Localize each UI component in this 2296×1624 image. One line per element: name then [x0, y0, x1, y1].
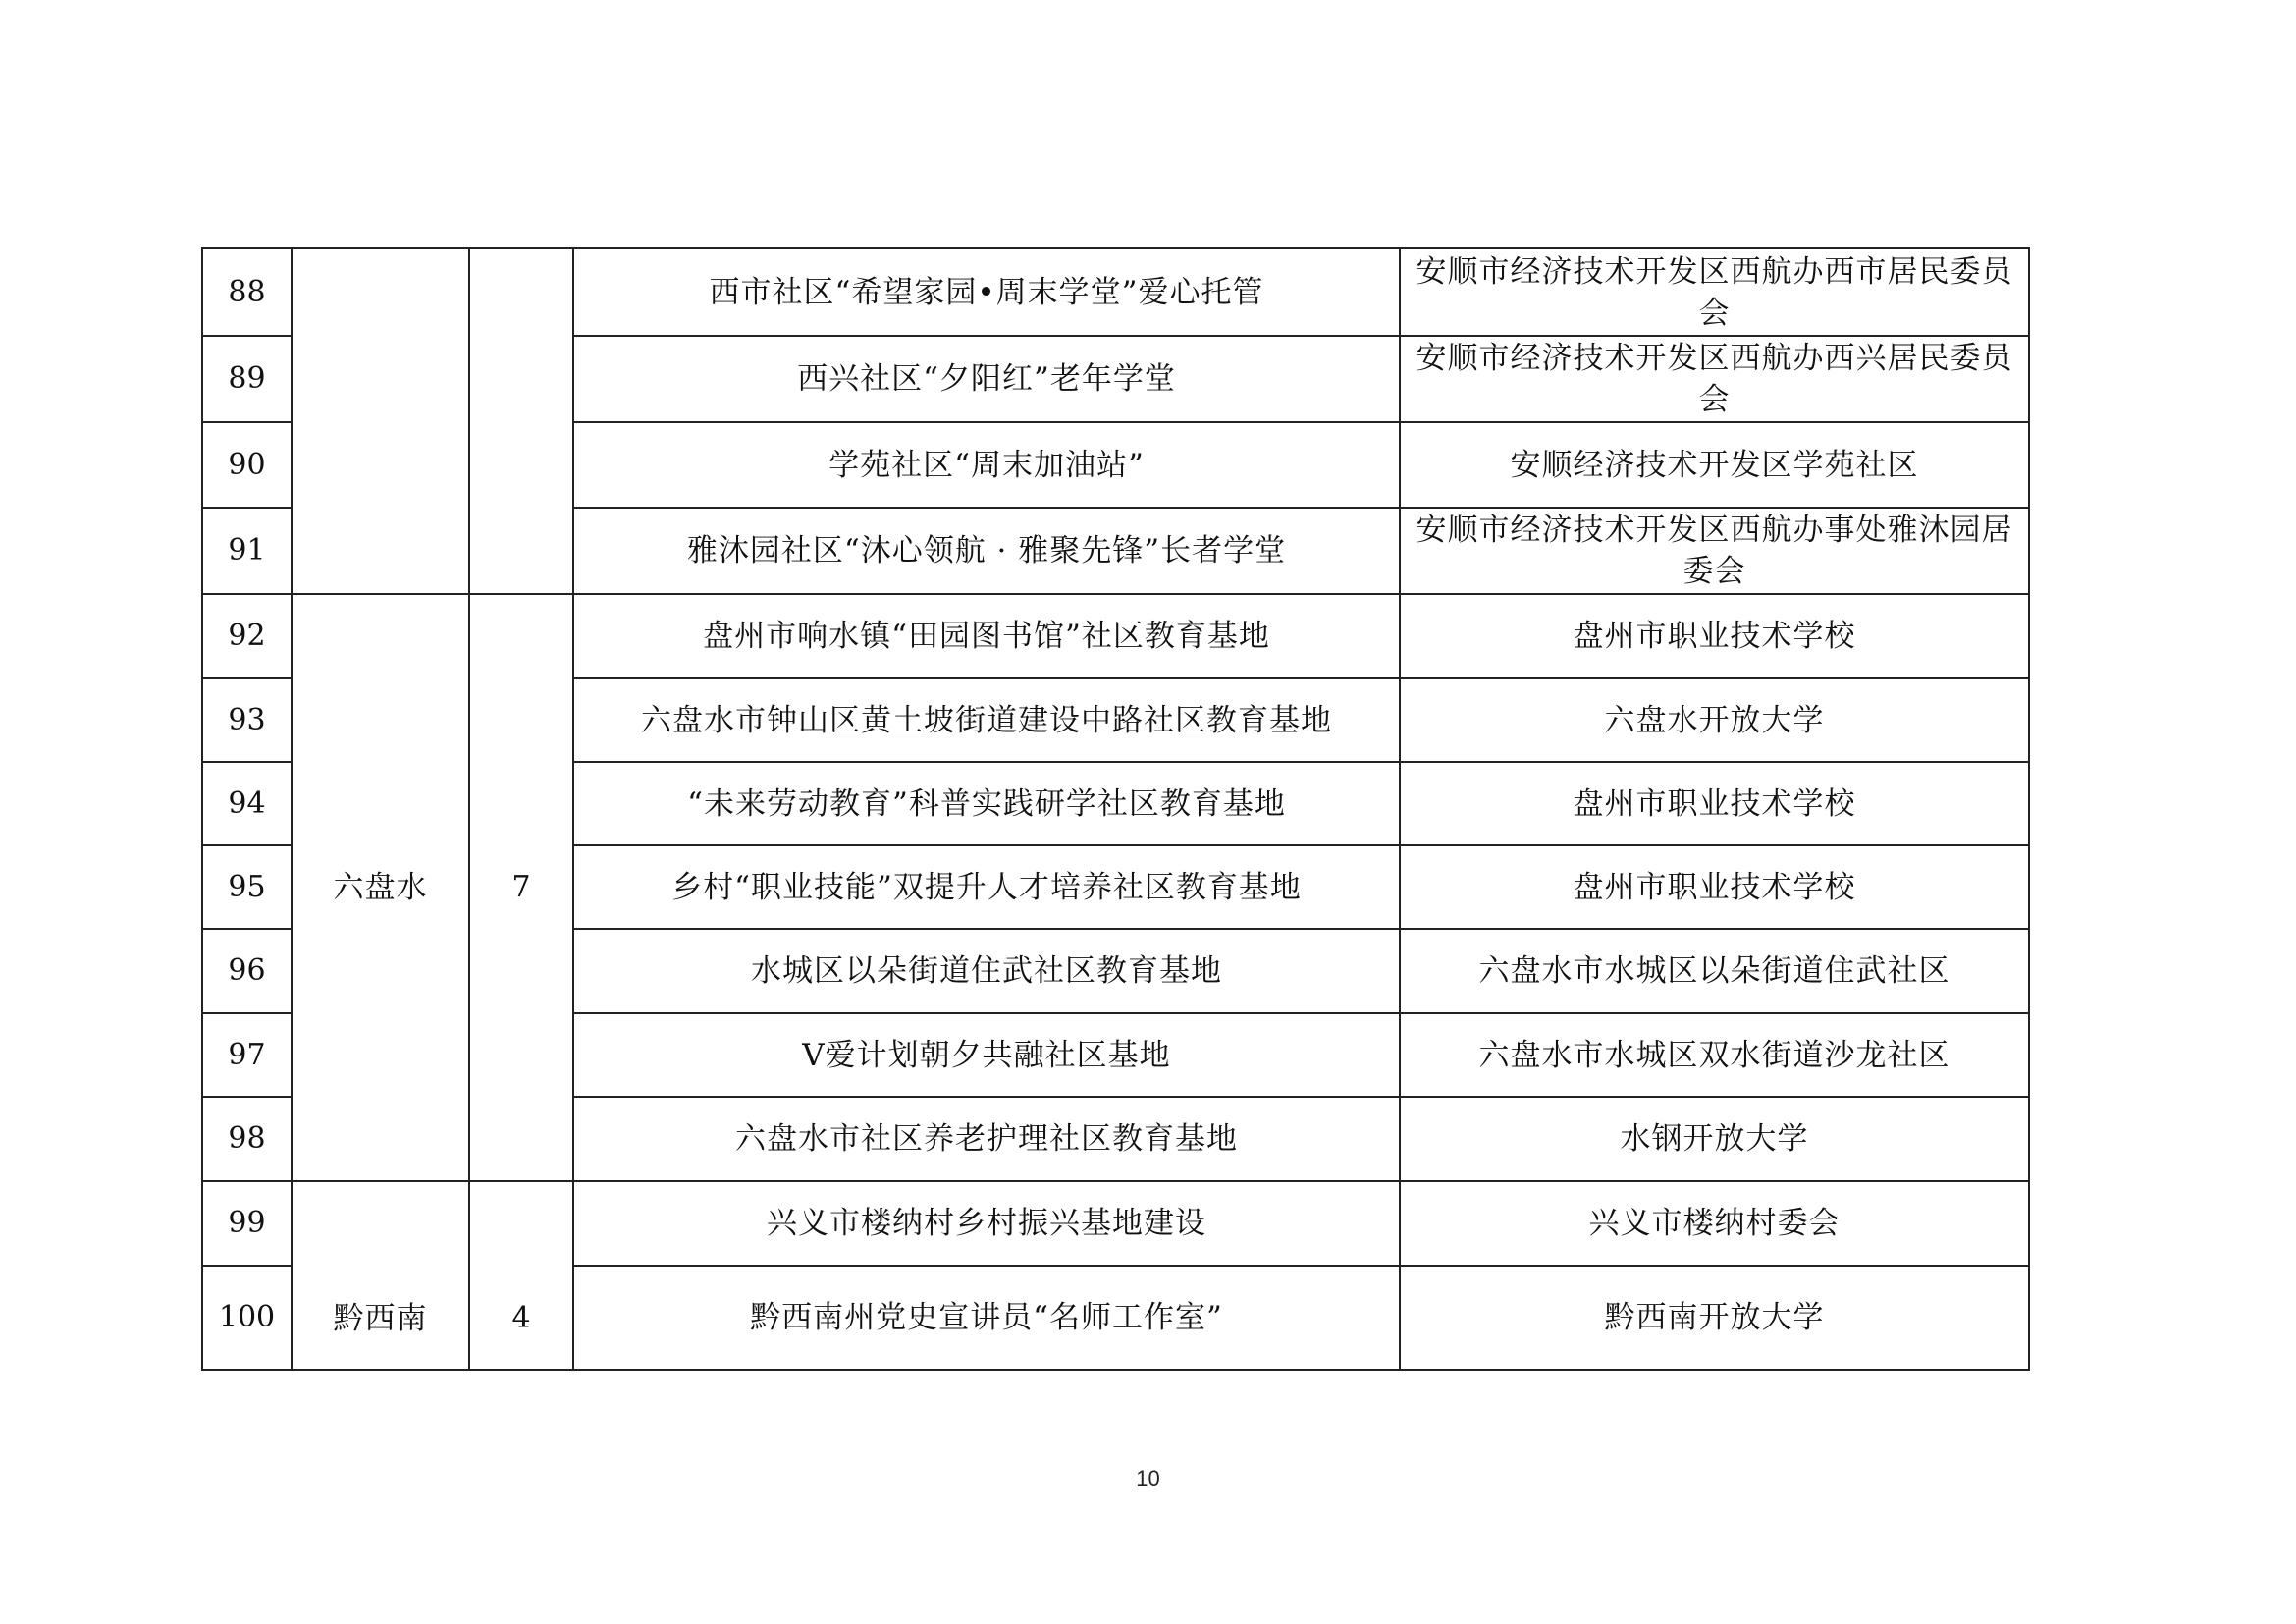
row-number: 100 [202, 1266, 292, 1370]
project-name: 六盘水市社区养老护理社区教育基地 [573, 1097, 1400, 1181]
row-number: 90 [202, 422, 292, 508]
table-row [202, 248, 2029, 336]
project-name: 西市社区“希望家园•周末学堂”爱心托管 [573, 248, 1400, 336]
project-name: 兴义市楼纳村乡村振兴基地建设 [573, 1181, 1400, 1266]
region-count: 4 [469, 1181, 573, 1370]
row-number: 98 [202, 1097, 292, 1181]
project-name: 西兴社区“夕阳红”老年学堂 [573, 336, 1400, 422]
table-row [202, 1181, 2029, 1266]
host-unit: 六盘水市水城区以朵街道住武社区 [1400, 929, 2029, 1013]
data-table [201, 247, 2030, 1371]
project-name: 六盘水市钟山区黄土坡街道建设中路社区教育基地 [573, 678, 1400, 762]
host-unit: 盘州市职业技术学校 [1400, 845, 2029, 929]
row-number: 94 [202, 762, 292, 845]
count-cell-empty [469, 248, 573, 594]
project-name: 学苑社区“周末加油站” [573, 422, 1400, 508]
row-number: 92 [202, 594, 292, 678]
project-name: 水城区以朵街道住武社区教育基地 [573, 929, 1400, 1013]
host-unit: 安顺经济技术开发区学苑社区 [1400, 422, 2029, 508]
host-unit: 盘州市职业技术学校 [1400, 762, 2029, 845]
project-name: 雅沐园社区“沐心领航 · 雅聚先锋”长者学堂 [573, 508, 1400, 594]
page-number: 10 [1136, 1466, 1160, 1490]
row-number: 93 [202, 678, 292, 762]
row-number: 96 [202, 929, 292, 1013]
project-name: 黔西南州党史宣讲员“名师工作室” [573, 1266, 1400, 1370]
row-number: 89 [202, 336, 292, 422]
host-unit: 盘州市职业技术学校 [1400, 594, 2029, 678]
table-row [202, 594, 2029, 678]
project-name: 盘州市响水镇“田园图书馆”社区教育基地 [573, 594, 1400, 678]
row-number: 97 [202, 1013, 292, 1097]
region-name: 六盘水 [292, 594, 469, 1181]
project-name: 乡村“职业技能”双提升人才培养社区教育基地 [573, 845, 1400, 929]
project-name: V爱计划朝夕共融社区基地 [573, 1013, 1400, 1097]
host-unit: 安顺市经济技术开发区西航办西市居民委员会 [1400, 248, 2029, 336]
host-unit: 六盘水市水城区双水街道沙龙社区 [1400, 1013, 2029, 1097]
region-name: 黔西南 [292, 1181, 469, 1370]
host-unit: 安顺市经济技术开发区西航办西兴居民委员会 [1400, 336, 2029, 422]
host-unit: 黔西南开放大学 [1400, 1266, 2029, 1370]
host-unit: 水钢开放大学 [1400, 1097, 2029, 1181]
region-count: 7 [469, 594, 573, 1181]
region-cell-empty [292, 248, 469, 594]
host-unit: 六盘水开放大学 [1400, 678, 2029, 762]
host-unit: 安顺市经济技术开发区西航办事处雅沐园居委会 [1400, 508, 2029, 594]
project-name: “未来劳动教育”科普实践研学社区教育基地 [573, 762, 1400, 845]
host-unit: 兴义市楼纳村委会 [1400, 1181, 2029, 1266]
row-number: 91 [202, 508, 292, 594]
row-number: 95 [202, 845, 292, 929]
row-number: 88 [202, 248, 292, 336]
row-number: 99 [202, 1181, 292, 1266]
